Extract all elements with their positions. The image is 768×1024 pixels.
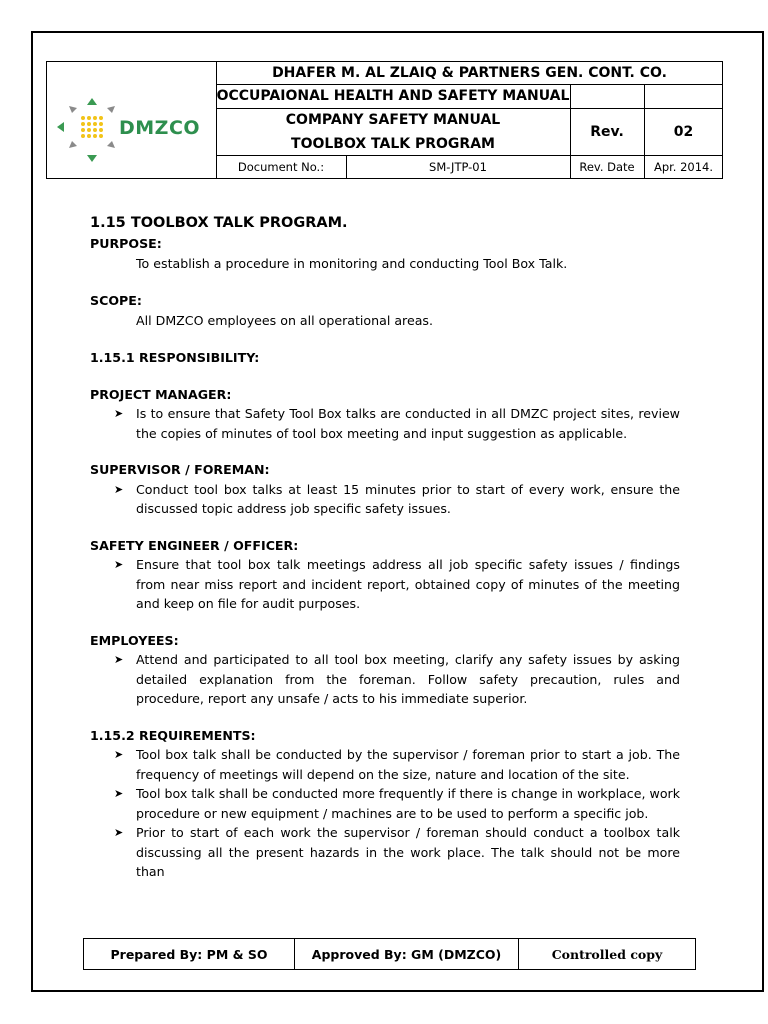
company-logo — [47, 62, 216, 178]
list-item: ➤ Ensure that tool box talk meetings address all job specific safety issues / findings from near miss report and incident report, obtained copy of minutes of the meeting and keep on file for audit purposes. — [114, 557, 680, 611]
responsibility-heading: 1.15.1 RESPONSIBILITY: — [90, 350, 260, 365]
requirements-heading: 1.15.2 REQUIREMENTS: — [90, 727, 256, 743]
rev-date-label: Rev. Date — [579, 159, 635, 174]
arrow-bullet-icon: ➤ — [114, 482, 124, 496]
rev-value: 02 — [673, 123, 694, 140]
project-manager-list — [90, 404, 680, 443]
prepared-by: Prepared By: PM & SO — [84, 939, 295, 969]
supervisor-list — [90, 480, 680, 519]
purpose-heading: PURPOSE: — [90, 236, 162, 251]
arrow-bullet-icon: ➤ — [114, 407, 124, 420]
arrow-bullet-icon: ➤ — [114, 748, 124, 761]
document-footer-table — [83, 938, 696, 970]
supervisor-heading: SUPERVISOR / FOREMAN: — [90, 462, 270, 477]
arrow-bullet-icon: ➤ — [114, 787, 124, 800]
document-number-label: Document No.: — [237, 159, 325, 174]
purpose-text: To establish a procedure in monitoring and conducting Tool Box Talk. — [136, 255, 568, 271]
list-item: ➤ Conduct tool box talks at least 15 minutes prior to start of every work, ensure the discussed topic address job specific safety issues. — [114, 481, 680, 516]
employees-heading: EMPLOYEES: — [90, 632, 179, 648]
company-name: DHAFER M. AL ZLAIQ & PARTNERS GEN. CONT. CO. — [272, 65, 667, 81]
safety-engineer-list — [90, 555, 680, 614]
arrow-bullet-icon: ➤ — [114, 826, 124, 839]
list-item: ➤ Is to ensure that Safety Tool Box talks are conducted in all DMZC project sites, review the copies of minutes of tool box meeting and input suggestion as applicable. — [114, 406, 680, 441]
program-title: TOOLBOX TALK PROGRAM — [291, 135, 495, 152]
company-manual-title: COMPANY SAFETY MANUAL — [285, 112, 501, 128]
logo-text: DMZCO — [119, 117, 201, 139]
approved-by: Approved By: GM (DMZCO) — [295, 939, 519, 969]
list-item: ➤ Tool box talk shall be conducted by the supervisor / foreman prior to start a job. The frequency of meetings will depend on the size, nature and location of the site. — [114, 747, 680, 782]
list-item: ➤ Prior to start of each work the supervisor / foreman should conduct a toolbox talk discussing all the present hazards in the work place. The talk should not be more than — [114, 825, 680, 879]
scope-heading: SCOPE: — [90, 293, 142, 308]
requirements-list — [90, 745, 680, 882]
project-manager-heading: PROJECT MANAGER: — [90, 386, 232, 402]
list-item: ➤ Tool box talk shall be conducted more frequently if there is change in workplace, work procedure or new equipment / machines are to be used to perform a specific job. — [114, 786, 680, 821]
section-title: 1.15 TOOLBOX TALK PROGRAM. — [90, 215, 348, 231]
arrow-bullet-icon: ➤ — [114, 653, 124, 666]
manual-title: OCCUPAIONAL HEALTH AND SAFETY MANUAL — [216, 88, 570, 104]
employees-list — [90, 650, 680, 709]
document-header-table — [46, 61, 723, 179]
rev-date-value: Apr. 2014. — [653, 159, 714, 174]
arrow-bullet-icon: ➤ — [114, 558, 124, 571]
safety-engineer-heading: SAFETY ENGINEER / OFFICER: — [90, 537, 299, 553]
document-body — [90, 212, 680, 882]
controlled-copy: Controlled copy — [551, 946, 663, 962]
list-item: ➤ Attend and participated to all tool box meeting, clarify any safety issues by asking detailed explanation from the foreman. Follow safety precaution, rules and procedure, report any unsafe / acts to his immediate superior. — [114, 652, 680, 706]
document-number-value: SM-JTP-01 — [429, 159, 487, 174]
scope-text: All DMZCO employees on all operational areas. — [136, 312, 433, 328]
rev-label: Rev. — [590, 123, 624, 140]
